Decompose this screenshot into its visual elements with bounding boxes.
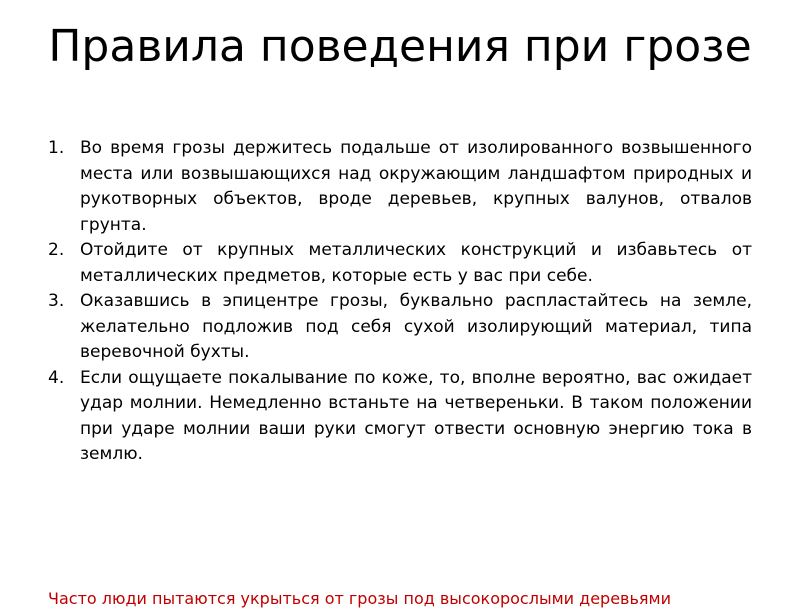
list-item-number: 2. bbox=[48, 240, 65, 260]
list-item-text: Если ощущаете покалывание по коже, то, вполне вероятно, вас ожидает удар молнии. Немедленно встаньте на четвереньки. В таком положении при ударе молнии ваши руки смогут отвести основную энергию тока в землю. bbox=[80, 367, 752, 464]
list-item-number: 1. bbox=[48, 138, 65, 158]
list-item bbox=[48, 366, 752, 468]
list-item-text: Отойдите от крупных металлических конструкций и избавьтесь от металлических предметов, которые есть у вас при себе. bbox=[80, 240, 752, 286]
rules-list bbox=[48, 136, 752, 468]
list-item-number: 3. bbox=[48, 291, 65, 311]
list-item-text: Во время грозы держитесь подальше от изолированного возвышенного места или возвышающихся над окружающим ландшафтом природных и рукотворных объектов, вроде деревьев, крупных валунов, отвалов грунта. bbox=[80, 138, 752, 235]
slide-title: Правила поведения при грозе bbox=[48, 21, 752, 72]
list-item bbox=[48, 289, 752, 366]
list-item bbox=[48, 136, 752, 238]
list-item-number: 4. bbox=[48, 367, 65, 388]
footer-note: Часто люди пытаются укрыться от грозы под высокорослыми деревьями bbox=[48, 589, 671, 608]
list-item bbox=[48, 238, 752, 289]
list-item-text: Оказавшись в эпицентре грозы, буквально распластайтесь на земле, желательно подложив под себя сухой изолирующий материал, типа веревочной бухты. bbox=[80, 291, 752, 362]
